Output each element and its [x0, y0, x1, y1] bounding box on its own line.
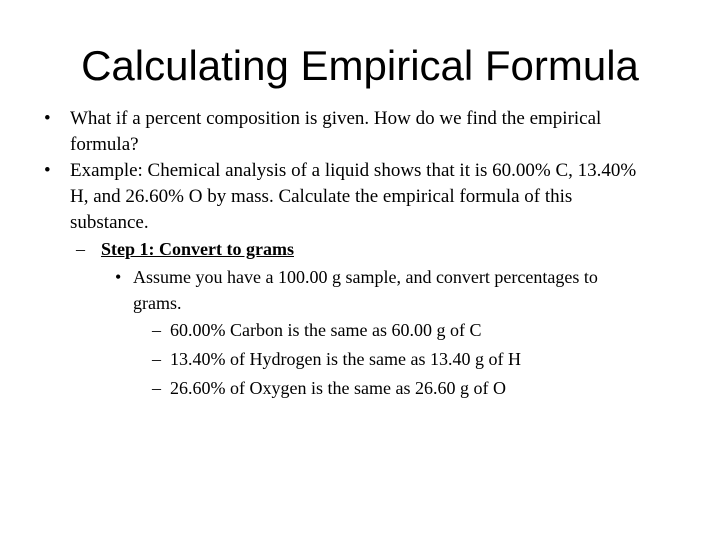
conversion-text: 26.60% of Oxygen is the same as 26.60 g of O [170, 378, 506, 398]
sub-bullet-marker: • [115, 267, 122, 287]
bullet-marker: • [44, 108, 51, 129]
sub-bullet-line: grams. [133, 293, 182, 313]
bullet-line: Example: Chemical analysis of a liquid shows that it is 60.00% C, 13.40% [70, 160, 637, 181]
conversion-marker: – [152, 320, 161, 340]
sub-bullet-text [133, 264, 598, 316]
conversion-text: 13.40% of Hydrogen is the same as 13.40 g of H [170, 349, 521, 369]
bullet-text [70, 158, 636, 236]
step-heading: Step 1: Convert to grams [101, 239, 294, 259]
bullet-line: formula? [70, 134, 139, 155]
bullet-line: substance. [70, 212, 149, 233]
conversion-marker: – [152, 378, 161, 398]
bullet-marker: • [44, 160, 51, 181]
bullet-line: What if a percent composition is given. How do we find the empirical [70, 108, 602, 129]
conversion-marker: – [152, 349, 161, 369]
sub-bullet-line: Assume you have a 100.00 g sample, and convert percentages to [133, 267, 598, 287]
step-marker: – [76, 239, 85, 259]
slide-title: Calculating Empirical Formula [81, 42, 639, 89]
bullet-text [70, 106, 601, 158]
conversion-text: 60.00% Carbon is the same as 60.00 g of C [170, 320, 482, 340]
bullet-line: H, and 26.60% O by mass. Calculate the empirical formula of this [70, 186, 573, 207]
